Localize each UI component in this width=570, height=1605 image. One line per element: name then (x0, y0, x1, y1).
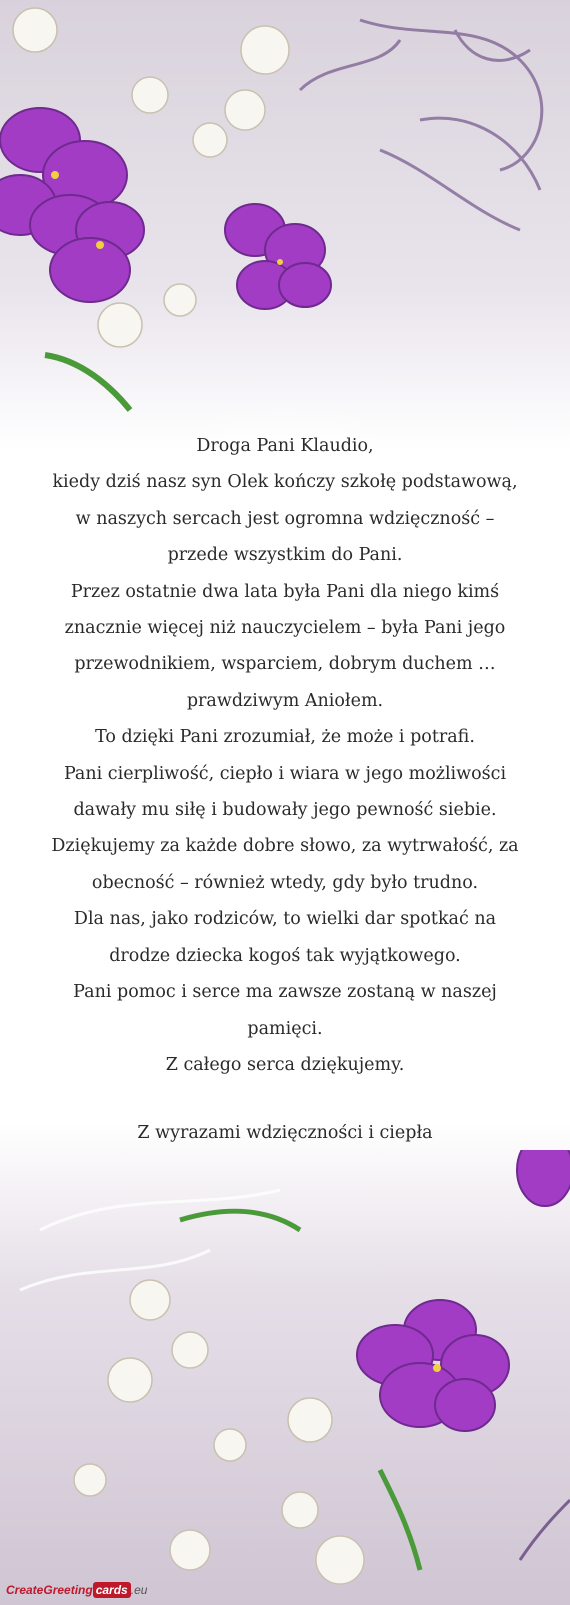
message-line: Przez ostatnie dwa lata była Pani dla niego kimś (70, 581, 500, 602)
logo-text-part3: .eu (130, 1583, 148, 1597)
salutation-line: Droga Pani Klaudio, (196, 436, 374, 456)
message-line: w naszych sercach jest ogromna wdzięczność – (75, 508, 495, 529)
message-line: przewodnikiem, wsparciem, dobrym duchem … (74, 654, 496, 675)
message-line: drodze dziecka kogoś tak wyjątkowego. (109, 945, 461, 966)
logo-text-part1: CreateGreeting (6, 1583, 93, 1597)
floral-decoration-top (0, 0, 570, 420)
message-line: przede wszystkim do Pani. (167, 545, 403, 566)
message-line: kiedy dziś nasz syn Olek kończy szkołę podstawową, (52, 472, 518, 493)
message-line: znacznie więcej niż nauczycielem – była Pani jego (64, 618, 506, 639)
greeting-message (20, 428, 550, 1152)
message-line: To dzięki Pani zrozumiał, że może i potrafi. (95, 727, 475, 748)
floral-decoration-bottom (0, 1150, 570, 1605)
message-line: Pani cierpliwość, ciepło i wiara w jego możliwości (63, 763, 507, 784)
message-line: Dla nas, jako rodziców, to wielki dar spotkać na (73, 909, 497, 930)
message-line: prawdziwym Aniołem. (186, 690, 384, 711)
message-line: Z całego serca dziękujemy. (165, 1054, 405, 1075)
signoff-line: Z wyrazami wdzięczności i ciepła (137, 1123, 433, 1144)
message-line: obecność – również wtedy, gdy było trudno. (91, 872, 479, 893)
message-line: pamięci. (247, 1018, 323, 1039)
site-logo (6, 1578, 147, 1602)
message-line: Pani pomoc i serce ma zawsze zostaną w naszej (73, 982, 497, 1003)
message-line: dawały mu siłę i budowały jego pewność siebie. (73, 800, 497, 821)
message-line: Dziękujemy za każde dobre słowo, za wytrwałość, za (51, 836, 519, 857)
logo-text-part2: cards (93, 1582, 131, 1598)
